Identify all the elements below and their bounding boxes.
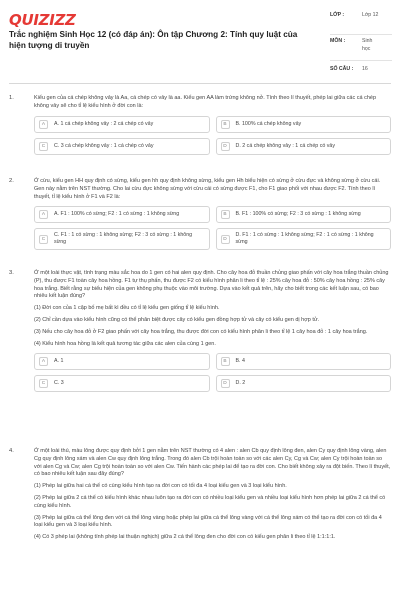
option-letter: C bbox=[39, 379, 48, 388]
worksheet-meta bbox=[330, 12, 392, 74]
question-text: Kiểu gen của cá chép không vảy là Aa, cá chép có vảy là aa. Kiểu gen AA làm trứng không nở. Tính theo lí thuyết, phép lai giữa các cá chép không vảy sẽ cho tỉ lệ kiểu hình ở đời con là: bbox=[34, 95, 377, 109]
answer-option-c[interactable] bbox=[34, 138, 210, 155]
option-letter: B bbox=[221, 120, 230, 129]
option-text: B. F1 : 100% có sừng; F2 : 3 có sừng : 1 không sừng bbox=[235, 211, 361, 218]
answer-option-d[interactable] bbox=[216, 375, 392, 392]
option-text: A. F1 : 100% có sừng; F2 : 1 có sừng : 1 không sừng bbox=[54, 211, 180, 218]
answer-option-a[interactable] bbox=[34, 353, 210, 370]
question-stem bbox=[34, 448, 391, 542]
option-letter: D bbox=[221, 235, 230, 244]
option-letter: D bbox=[221, 142, 230, 151]
question-number: 4. bbox=[9, 448, 14, 454]
statement-2: (2) Chỉ cần dựa vào kiểu hình cũng có thể phân biệt được cây có kiểu gen đồng hợp tử và cây có kiểu gen dị hợp tử. bbox=[34, 316, 320, 323]
quizizz-logo: QUIZIZZ bbox=[9, 11, 76, 29]
option-letter: A bbox=[39, 120, 48, 129]
option-text: A. 1 cá chép không vảy : 2 cá chép có vảy bbox=[54, 120, 154, 127]
option-text: C. F1 : 1 có sừng : 1 không sừng; F2 : 3 có sừng : 1 không sừng bbox=[54, 232, 193, 246]
answer-option-c[interactable] bbox=[34, 228, 210, 250]
question-stem bbox=[34, 270, 391, 348]
question-text: Ở một loài thực vật, tính trạng màu sắc hoa do 1 gen có hai alen quy định. Cho cây hoa đỏ thuần chủng giao phấn với cây hoa trắng thuần chủng (P), thu được F1 toàn cây hoa hồng. F1 tự thụ phấn, thu được F2 có kiểu hình phân li theo tỉ lệ : 25% cây hoa đỏ : 50% cây hoa hồng : 25% cây hoa trắng. Biết rằng sự biểu hiện của gen không phụ thuộc vào môi trường. Dựa vào kết quả trên, hãy cho biết trong các kết luận sau, có bao nhiêu kết luận đúng? bbox=[34, 270, 389, 300]
statement-3: (3) Phép lai giữa cá thể lông đen với cá thể lông vàng hoặc phép lai giữa cá thể lông vàng với cá thể lông xám có thể tạo ra đời con có tối đa 4 loại kiểu gen và 3 loại kiểu hình. bbox=[34, 514, 382, 529]
question-3 bbox=[9, 270, 391, 392]
option-text: C. 3 cá chép không vảy : 1 cá chép có vảy bbox=[54, 142, 154, 149]
statement-1: (1) Phép lai giữa hai cá thể có cùng kiểu hình tạo ra đời con có tối đa 4 loại kiểu gen và 3 loại kiểu hình. bbox=[34, 483, 287, 490]
statement-1: (1) Đời con của 1 cặp bố mẹ bất kì đều có tỉ lệ kiểu gen giống tỉ lệ kiểu hình. bbox=[34, 305, 220, 312]
question-4 bbox=[9, 448, 391, 546]
answer-option-a[interactable] bbox=[34, 116, 210, 133]
answer-option-d[interactable] bbox=[216, 228, 392, 250]
header-divider bbox=[9, 83, 391, 84]
question-stem bbox=[34, 178, 391, 201]
statement-4: (4) Có 3 phép lai (không tính phép lai thuận nghịch) giữa 2 cá thể lông đen cho đời con có kiểu gen phân li theo tỉ lệ 1:1:1:1. bbox=[34, 534, 336, 541]
subject-value: Sinh học bbox=[362, 38, 373, 52]
option-text: B. 100% cá chép không vảy bbox=[235, 120, 302, 127]
answer-option-d[interactable] bbox=[216, 138, 392, 155]
statement-2: (2) Phép lai giữa 2 cá thể có kiểu hình khác nhau luôn tạo ra đời con có nhiều loại kiểu gen và nhiều loại kiểu hình hơn phép lai giữa 2 cá thể có cùng kiểu hình. bbox=[34, 494, 386, 509]
class-value: Lớp 12 bbox=[362, 12, 379, 18]
question-1 bbox=[9, 95, 391, 155]
option-letter: C bbox=[39, 142, 48, 151]
option-text: B. 4 bbox=[235, 358, 245, 365]
question-2 bbox=[9, 178, 391, 250]
question-count-label: SỐ CÂU : bbox=[330, 66, 354, 72]
question-number: 3. bbox=[9, 270, 14, 276]
statement-4: (4) Kiểu hình hoa hồng là kết quả tương tác giữa các alen của cùng 1 gen. bbox=[34, 340, 216, 347]
option-text: D. 2 bbox=[235, 380, 246, 387]
answer-option-b[interactable] bbox=[216, 116, 392, 133]
question-stem bbox=[34, 95, 391, 111]
option-text: D. 2 cá chép không vảy : 1 cá chép có vảy bbox=[235, 142, 336, 149]
question-count-value: 16 bbox=[362, 66, 368, 72]
option-letter: B bbox=[221, 357, 230, 366]
answer-option-b[interactable] bbox=[216, 353, 392, 370]
option-letter: D bbox=[221, 379, 230, 388]
answer-option-a[interactable] bbox=[34, 206, 210, 223]
answer-option-c[interactable] bbox=[34, 375, 210, 392]
worksheet-title: Trắc nghiệm Sinh Học 12 (có đáp án): Ôn tập Chương 2: Tính quy luật của hiện tượng di truyền bbox=[9, 30, 298, 50]
option-text: A. 1 bbox=[54, 358, 64, 365]
option-letter: B bbox=[221, 210, 230, 219]
question-text: Ở cừu, kiểu gen HH quy định có sừng, kiểu gen hh quy định không sừng, kiểu gen Hh biểu hiện có sừng ở cừu đực và không sừng ở cừu cái. Gen này nằm trên NST thường. Cho lai cừu đực không sừng với cừu cái có sừng được F1, cho F1 giao phối với nhau được F2. Tính theo lí thuyết, tỉ lệ kiểu hình ở F1 và F2 là: bbox=[34, 178, 381, 200]
statement-3: (3) Nếu cho cây hoa đỏ ở F2 giao phấn với cây hoa trắng, thu được đời con có kiểu hình phân li theo tỉ lệ 1 cây hoa đỏ : 1 cây hoa trắng. bbox=[34, 328, 368, 335]
option-letter: A bbox=[39, 210, 48, 219]
option-letter: A bbox=[39, 357, 48, 366]
question-text: Ở một loài thú, màu lông được quy định bởi 1 gen nằm trên NST thường có 4 alen : alen Cb quy định lông đen, alen Cy quy định lông vàng, alen Cg quy định lông xám và alen Cw quy định lông trắng. Trong đó alen Cb trội hoàn toàn so với các alen Cy, Cg và Cw; alen Cy trội hoàn toàn so với alen Cg và Cw; alen Cg trội hoàn toàn so với alen Cw. Tiến hành các phép lai để tạo ra đời con. Cho biết không xảy ra đột biến. Theo lí thuyết, có bao nhiêu kết luận sau đây đúng? bbox=[34, 448, 391, 478]
option-text: C. 3 bbox=[54, 380, 64, 387]
option-text: D. F1 : 1 có sừng : 1 không sừng; F2 : 1 có sừng : 1 không sừng bbox=[235, 232, 374, 246]
answer-option-b[interactable] bbox=[216, 206, 392, 223]
class-label: LỚP : bbox=[330, 12, 345, 18]
subject-label: MÔN : bbox=[330, 38, 346, 44]
question-number: 2. bbox=[9, 178, 14, 184]
option-letter: C bbox=[39, 235, 48, 244]
question-number: 1. bbox=[9, 95, 14, 101]
